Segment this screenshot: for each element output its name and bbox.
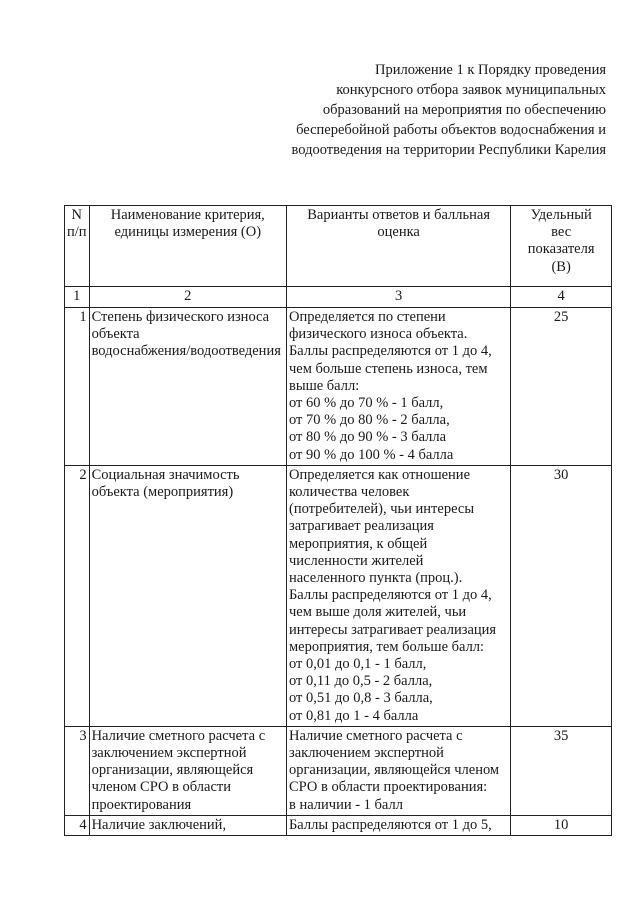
criterion-line: проектирования — [91, 796, 192, 813]
appendix-line: бесперебойной работы объектов водоснабжения и — [296, 122, 606, 138]
option-line: выше балл: — [288, 377, 360, 394]
option-line: населенного пункта (проц.). — [288, 570, 463, 587]
option-line: от 0,81 до 1 - 4 балла — [288, 707, 419, 724]
criterion-line: членом СРО в области — [91, 779, 232, 796]
option-line: от 0,01 до 0,1 - 1 балл, — [288, 656, 427, 673]
row-number: 3 — [65, 726, 90, 815]
option-line: от 0,11 до 0,5 - 2 балла, — [288, 673, 433, 690]
option-line: Определяется как отношение — [288, 466, 471, 483]
option-line: СРО в области проектирования: — [288, 779, 488, 796]
options-cell — [286, 465, 510, 726]
criterion-cell — [89, 815, 286, 835]
header-options — [286, 206, 510, 287]
option-line: Определяется по степени — [288, 309, 446, 325]
header-text: вес — [551, 224, 572, 241]
option-line: Баллы распределяются от 1 до 4, — [288, 587, 492, 604]
option-line: затрагивает реализация — [288, 518, 434, 535]
option-line: заключением экспертной — [288, 745, 444, 762]
appendix-line: водоотведения на территории Республики Карелия — [291, 142, 606, 158]
criterion-line: Наличие сметного расчета с — [91, 727, 266, 744]
option-line: от 70 % до 80 % - 2 балла, — [288, 412, 450, 429]
column-number: 1 — [65, 287, 90, 308]
appendix-line: конкурсного отбора заявок муниципальных — [336, 82, 606, 98]
option-line: интересы затрагивает реализация — [288, 621, 497, 638]
row-number: 2 — [65, 465, 90, 726]
header-text: Варианты ответов и балльная — [307, 207, 491, 223]
option-line: Баллы распределяются от 1 до 5, — [288, 816, 492, 833]
table-row — [65, 726, 612, 815]
column-number: 3 — [286, 287, 510, 308]
column-number: 2 — [89, 287, 286, 308]
option-line: в наличии - 1 балл — [288, 796, 403, 813]
column-number-row — [65, 287, 612, 308]
option-line: от 60 % до 70 % - 1 балл, — [288, 395, 444, 412]
option-line: от 90 % до 100 % - 4 балла — [288, 446, 454, 463]
option-line: чем больше степень износа, тем — [288, 360, 488, 377]
header-criterion — [89, 206, 286, 287]
header-number — [65, 206, 90, 287]
criterion-line: объекта — [91, 326, 140, 343]
criterion-line: организации, являющейся — [91, 762, 254, 779]
appendix-line: образований на мероприятия по обеспечению — [322, 102, 606, 118]
appendix-line: Приложение 1 к Порядку проведения — [375, 62, 606, 78]
option-line: от 80 % до 90 % - 3 балла — [288, 429, 447, 446]
criterion-line: объекта (мероприятия) — [91, 484, 234, 501]
header-text: (В) — [551, 258, 571, 275]
options-cell — [286, 815, 510, 835]
weight-cell: 30 — [511, 465, 612, 726]
option-line: численности жителей — [288, 552, 424, 569]
criterion-line: Наличие заключений, — [91, 816, 227, 833]
header-text: показателя — [527, 241, 595, 258]
header-text: Наименование критерия, — [110, 207, 265, 223]
option-line: Баллы распределяются от 1 до 4, — [288, 343, 492, 360]
header-text: единицы измерения (О) — [114, 224, 262, 241]
criterion-line: заключением экспертной — [91, 745, 247, 762]
column-number: 4 — [511, 287, 612, 308]
row-number: 4 — [65, 815, 90, 835]
criteria-table — [64, 205, 612, 836]
option-line: количества человек — [288, 484, 410, 501]
option-line: физического износа объекта. — [288, 326, 468, 343]
options-cell — [286, 308, 510, 466]
options-cell — [286, 726, 510, 815]
criterion-cell — [89, 465, 286, 726]
criterion-line: Социальная значимость — [91, 466, 240, 483]
table-row — [65, 308, 612, 466]
criterion-line: Степень физического износа — [91, 309, 270, 325]
weight-cell: 25 — [511, 308, 612, 466]
header-weight — [511, 206, 612, 287]
table-header-row — [65, 206, 612, 287]
criterion-cell — [89, 308, 286, 466]
option-line: мероприятия, к общей — [288, 535, 428, 552]
header-text: N — [71, 207, 83, 223]
header-text: Удельный — [530, 207, 592, 223]
header-text: п/п — [67, 224, 87, 241]
option-line: организации, являющейся членом — [288, 762, 500, 779]
appendix-heading — [246, 60, 606, 160]
criterion-line: водоснабжения/водоотведения — [91, 343, 281, 360]
option-line: Наличие сметного расчета с — [288, 727, 463, 744]
row-number: 1 — [65, 308, 90, 466]
header-text: оценка — [377, 224, 420, 241]
weight-cell: 35 — [511, 726, 612, 815]
table-row — [65, 465, 612, 726]
criterion-cell — [89, 726, 286, 815]
weight-cell: 10 — [511, 815, 612, 835]
option-line: мероприятия, тем больше балл: — [288, 638, 485, 655]
option-line: от 0,51 до 0,8 - 3 балла, — [288, 690, 433, 707]
table-row — [65, 815, 612, 835]
option-line: (потребителей), чьи интересы — [288, 501, 475, 518]
option-line: чем выше доля жителей, чьи — [288, 604, 467, 621]
